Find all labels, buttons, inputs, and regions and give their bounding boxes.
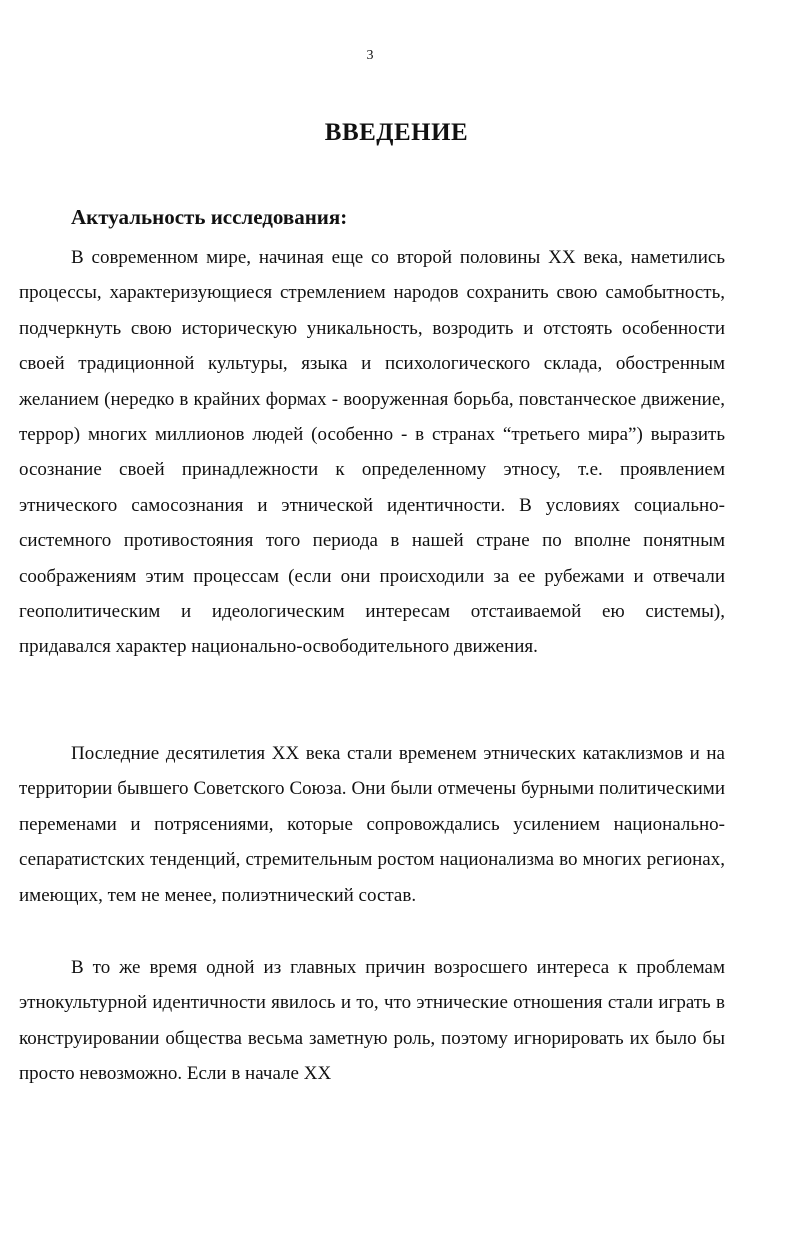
page-number: 3 bbox=[366, 48, 374, 63]
paragraph-relevance: В современном мире, начиная еще со второй половины XX века, наметились процессы, характеризующиеся стремлением народов сохранить свою самобытность, подчеркнуть свою историческую уникальность, возродить и отстоять особенности своей традиционной культуры, языка и психологического склада, обостренным желанием (нередко в крайних формах - вооруженная борьба, повстанческое движение, террор) многих миллионов людей (особенно - в странах “третьего мира”) выразить осознание своей принадлежности к определенному этносу, т.е. проявлением этнического самосознания и этнической идентичности. В условиях социально-системного противостояния того периода в нашей стране по вполне понятным соображениям этим процессам (если они происходили за ее рубежами и отвечали геополитическим и идеологическим интересам отстаиваемой ею системы), придавался характер национально-освободительного движения. bbox=[19, 247, 725, 658]
page-title: ВВЕДЕНИЕ bbox=[324, 119, 469, 146]
paragraph-same-time: В то же время одной из главных причин возросшего интереса к проблемам этнокультурной идентичности явилось и то, что этнические отношения стали играть в конструировании общества весьма заметную роль, поэтому игнорировать их было бы просто невозможно. Если в начале XX bbox=[19, 957, 725, 1085]
section-heading: Актуальность исследования: bbox=[71, 205, 348, 229]
paragraph-last-decades: Последние десятилетия XX века стали временем этнических катаклизмов и на территории бывшего Советского Союза. Они были отмечены бурными политическими переменами и потрясениями, которые сопровождались усилением национально-сепаратистских тенденций, стремительным ростом национализма во многих регионах, имеющих, тем не менее, полиэтнический состав. bbox=[19, 743, 725, 906]
